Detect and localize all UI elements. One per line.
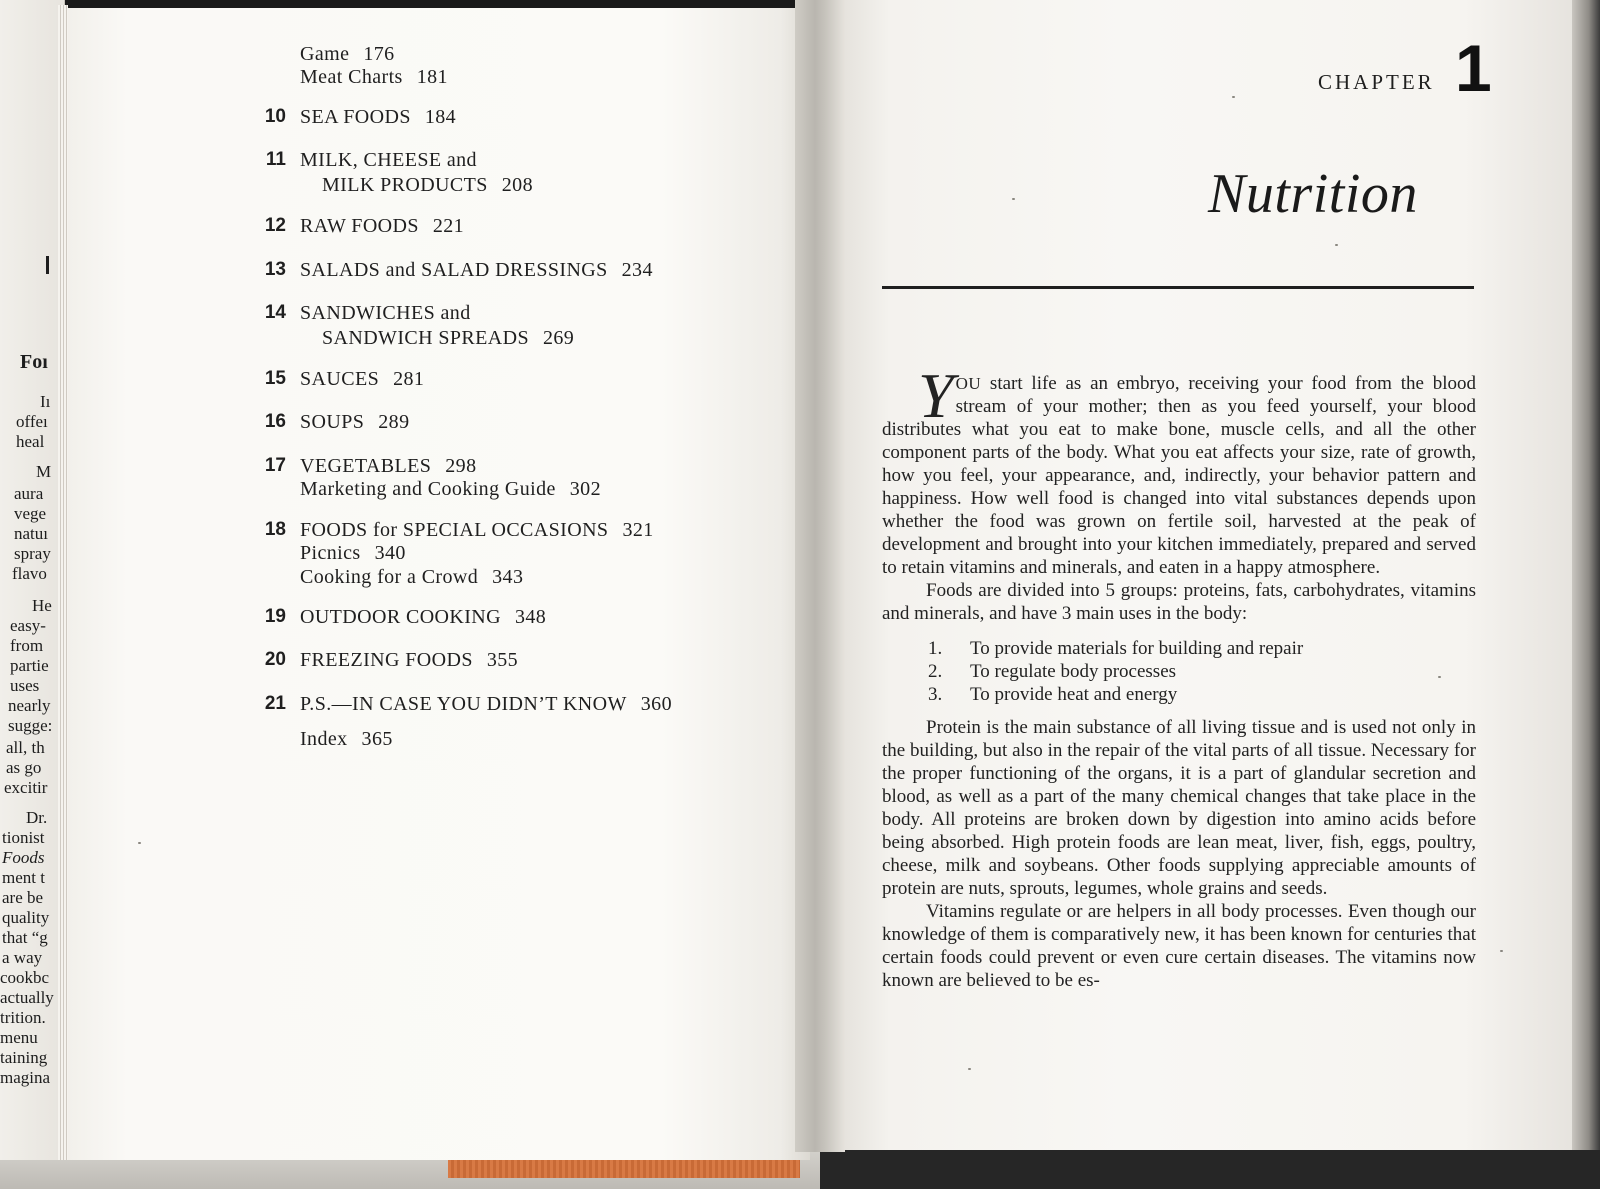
previous-page-fragment: natuı bbox=[14, 524, 48, 543]
toc-index bbox=[300, 727, 393, 751]
previous-page-fragment: as go bbox=[6, 758, 42, 777]
previous-page-fragment: sugge: bbox=[8, 716, 53, 735]
list-item-number: 1. bbox=[928, 638, 943, 659]
toc-entry-title: MILK PRODUCTS bbox=[322, 174, 488, 196]
list-item bbox=[928, 660, 1476, 683]
paragraph-intro bbox=[882, 360, 1476, 579]
toc-chapter-number: 21 bbox=[264, 693, 286, 714]
book-gutter bbox=[795, 0, 845, 1152]
toc-entry bbox=[300, 410, 409, 434]
previous-page-fragment: ment t bbox=[2, 868, 45, 887]
list-item-text: To provide heat and energy bbox=[970, 684, 1178, 705]
toc-subentry bbox=[300, 565, 523, 589]
toc-entry-page: 321 bbox=[622, 519, 654, 541]
paper-speck bbox=[968, 1068, 971, 1070]
toc-entry-page: 360 bbox=[640, 693, 672, 715]
previous-page-fragment: vege bbox=[14, 504, 47, 523]
title-rule bbox=[882, 286, 1474, 289]
toc-subentry-title: Game bbox=[300, 43, 350, 65]
toc-chapter-number: 14 bbox=[264, 302, 286, 323]
toc-entry-title: OUTDOOR COOKING bbox=[300, 606, 501, 628]
previous-page-fragment: quality bbox=[2, 908, 50, 927]
previous-page-fragment: actually bbox=[0, 988, 54, 1007]
previous-page-fragment: uses bbox=[10, 676, 40, 695]
toc-entry-title: SALADS and SALAD DRESSINGS bbox=[300, 259, 608, 281]
paper-speck bbox=[1232, 96, 1235, 98]
toc-entry-page: 355 bbox=[486, 649, 519, 671]
printed-mark bbox=[46, 256, 49, 274]
toc-entry-page: 221 bbox=[432, 215, 465, 237]
previous-page-fragment: easy- bbox=[10, 616, 46, 635]
paragraph-protein: Protein is the main substance of all living tissue and is used not only in the building, but also in the repair of the vital parts of all tissue. Necessary for the proper functioning of the organs, it is a part of glandular secretion and blood, as well as a part of the many chemical changes that take place in the body. All proteins are broken down by digestion into amino acids before being absorbed. High protein foods are lean meat, liver, fish, eggs, poultry, cheese, milk and soybeans. Other foods supplying appreciable amounts of protein are nuts, sprouts, legumes, whole grains and seeds. bbox=[882, 717, 1476, 899]
small-caps: OU bbox=[955, 374, 982, 393]
toc-chapter-number: 17 bbox=[264, 455, 286, 476]
previous-page-fragment: that “g bbox=[2, 928, 48, 947]
toc-entry bbox=[300, 454, 476, 478]
list-item-text: To provide materials for building and repair bbox=[970, 638, 1304, 659]
previous-page-fragment: menu bbox=[0, 1028, 38, 1047]
toc-subentry-title: Cooking for a Crowd bbox=[300, 566, 479, 588]
page-stack-edge bbox=[58, 5, 68, 1160]
chapter-title: Nutrition bbox=[1208, 163, 1418, 225]
toc-entry bbox=[300, 692, 672, 716]
previous-page-fragment: partie bbox=[10, 656, 49, 675]
toc-subentry-page: 343 bbox=[492, 566, 524, 588]
drop-cap: Y bbox=[918, 360, 954, 431]
previous-page-fragment: all, th bbox=[6, 738, 45, 757]
toc-entry-page: 348 bbox=[515, 606, 547, 628]
previous-page-fragment: are be bbox=[2, 888, 44, 907]
toc-entry-page: 289 bbox=[378, 411, 410, 433]
toc-subentry-page: 302 bbox=[569, 478, 601, 500]
previous-page-fragment: taining bbox=[0, 1048, 48, 1067]
toc-entry-title: SANDWICHES and bbox=[300, 302, 471, 324]
toc-entry bbox=[322, 326, 574, 350]
toc-entry bbox=[300, 148, 477, 172]
toc-entry bbox=[300, 105, 456, 129]
previous-page-fragment: Foı bbox=[20, 351, 48, 373]
paragraph-food-groups: Foods are divided into 5 groups: proteins, fats, carbohydrates, vitamins and minerals, and have 3 main uses in the body: bbox=[882, 580, 1476, 624]
toc-entry-title: P.S.—IN CASE YOU DIDN’T KNOW bbox=[300, 693, 627, 715]
toc-entry-title: RAW FOODS bbox=[300, 215, 419, 237]
toc-chapter-number: 12 bbox=[264, 215, 286, 236]
toc-chapter-number: 16 bbox=[264, 411, 286, 432]
paper-speck bbox=[1335, 244, 1338, 246]
toc-index-page: 365 bbox=[361, 728, 393, 750]
toc-subentry-page: 340 bbox=[374, 542, 406, 564]
toc-index-title: Index bbox=[300, 728, 348, 750]
toc-chapter-number: 10 bbox=[264, 106, 286, 127]
previous-page-fragment: from bbox=[10, 636, 44, 655]
paper-speck bbox=[1438, 676, 1441, 678]
toc-chapter-number: 20 bbox=[264, 649, 286, 670]
toc-entry-title: FOODS for SPECIAL OCCASIONS bbox=[300, 519, 609, 541]
previous-page-fragment: flavo bbox=[12, 564, 47, 583]
previous-page-fragment: Dr. bbox=[26, 808, 48, 827]
toc-entry bbox=[300, 367, 424, 391]
previous-page-fragment: M bbox=[36, 462, 52, 481]
toc-subentry-title: Meat Charts bbox=[300, 66, 403, 88]
toc-entry-page: 269 bbox=[543, 327, 575, 349]
previous-page-fragment: heal bbox=[16, 432, 45, 451]
toc-chapter-number: 13 bbox=[264, 259, 286, 280]
previous-page-fragment: aura bbox=[14, 484, 44, 503]
toc-entry-title: MILK, CHEESE and bbox=[300, 149, 477, 171]
toc-subentry-page: 176 bbox=[363, 43, 395, 65]
previous-page-fragment: Iı bbox=[40, 392, 51, 411]
previous-page-fragment: magina bbox=[0, 1068, 51, 1087]
chapter-number: 1 bbox=[1455, 31, 1492, 105]
previous-page-fragment: spray bbox=[14, 544, 51, 563]
toc-subentry bbox=[300, 42, 395, 66]
toc-entry bbox=[300, 214, 464, 238]
toc-chapter-number: 11 bbox=[265, 149, 286, 170]
toc-entry-page: 184 bbox=[424, 106, 457, 128]
toc-entry-title: SAUCES bbox=[300, 368, 380, 390]
list-item bbox=[928, 683, 1476, 706]
list-item bbox=[928, 637, 1476, 660]
list-item-text: To regulate body processes bbox=[970, 661, 1177, 682]
right-page-edge bbox=[1572, 0, 1600, 1150]
table-of-contents bbox=[68, 8, 810, 1160]
toc-entry-page: 208 bbox=[501, 174, 533, 196]
left-page bbox=[68, 8, 810, 1160]
toc-entry-title: SEA FOODS bbox=[300, 106, 411, 128]
toc-subentry-title: Marketing and Cooking Guide bbox=[300, 478, 556, 500]
toc-entry bbox=[300, 605, 546, 629]
toc-entry-page: 281 bbox=[393, 368, 425, 390]
toc-entry bbox=[322, 173, 533, 197]
previous-page-edge bbox=[0, 0, 65, 1160]
paragraph-intro-text: start life as an embryo, receiving your food from the blood stream of your mother; then as you feed yourself, your blood distributes what you eat to make bone, muscle cells, and all the other component parts of the body. What you eat affects your size, rate of growth, how you feel, your appearance, and, indirectly, your behavior pattern and happiness. How well food is changed into vital substances depends upon whether the food was grown on fertile soil, harvested at the peak of development and brought into your kitchen immediately, prepared and served to retain vitamins and minerals, and eaten in a happy atmosphere. bbox=[882, 373, 1476, 578]
uses-list bbox=[928, 637, 1476, 706]
toc-entry-title: SOUPS bbox=[300, 411, 365, 433]
previous-page-fragment: offeı bbox=[16, 412, 48, 431]
previous-page-fragment: nearly bbox=[8, 696, 51, 715]
toc-subentry bbox=[300, 541, 406, 565]
previous-page-fragment: excitir bbox=[4, 778, 48, 797]
shadow-area bbox=[820, 1150, 1600, 1189]
paper-speck bbox=[138, 842, 141, 844]
paper-speck bbox=[1012, 198, 1015, 200]
toc-entry bbox=[300, 518, 654, 542]
list-item-number: 2. bbox=[928, 661, 943, 682]
previous-page-fragment: tionist bbox=[2, 828, 45, 847]
list-item-number: 3. bbox=[928, 684, 943, 705]
paragraph-vitamins: Vitamins regulate or are helpers in all body processes. Even though our knowledge of them is comparatively new, it has been known for centuries that certain foods could prevent or even cure certain diseases. The vitamins now known are believed to be es- bbox=[882, 901, 1476, 991]
toc-subentry-title: Picnics bbox=[300, 542, 361, 564]
toc-entry bbox=[300, 648, 518, 672]
toc-chapter-number: 18 bbox=[264, 519, 286, 540]
toc-subentry bbox=[300, 477, 601, 501]
previous-page-fragment: cookbc bbox=[0, 968, 50, 987]
toc-entry-title: VEGETABLES bbox=[300, 455, 432, 477]
toc-subentry-page: 181 bbox=[416, 66, 448, 88]
previous-page-fragment: He bbox=[32, 596, 52, 615]
toc-entry-page: 234 bbox=[621, 259, 653, 281]
previous-page-fragment: a way bbox=[2, 948, 43, 967]
previous-page-fragment: Foods bbox=[2, 848, 45, 867]
toc-entry bbox=[300, 258, 653, 282]
previous-page-fragment: trition. bbox=[0, 1008, 46, 1027]
toc-entry-title: FREEZING FOODS bbox=[300, 649, 473, 671]
toc-subentry bbox=[300, 65, 448, 89]
toc-entry-page: 298 bbox=[445, 455, 477, 477]
toc-entry-title: SANDWICH SPREADS bbox=[322, 327, 529, 349]
chapter-body bbox=[882, 360, 1476, 992]
chapter-label: CHAPTER bbox=[1318, 70, 1435, 94]
toc-chapter-number: 19 bbox=[264, 606, 286, 627]
toc-entry bbox=[300, 301, 471, 325]
paper-speck bbox=[1500, 950, 1503, 952]
toc-chapter-number: 15 bbox=[264, 368, 286, 389]
